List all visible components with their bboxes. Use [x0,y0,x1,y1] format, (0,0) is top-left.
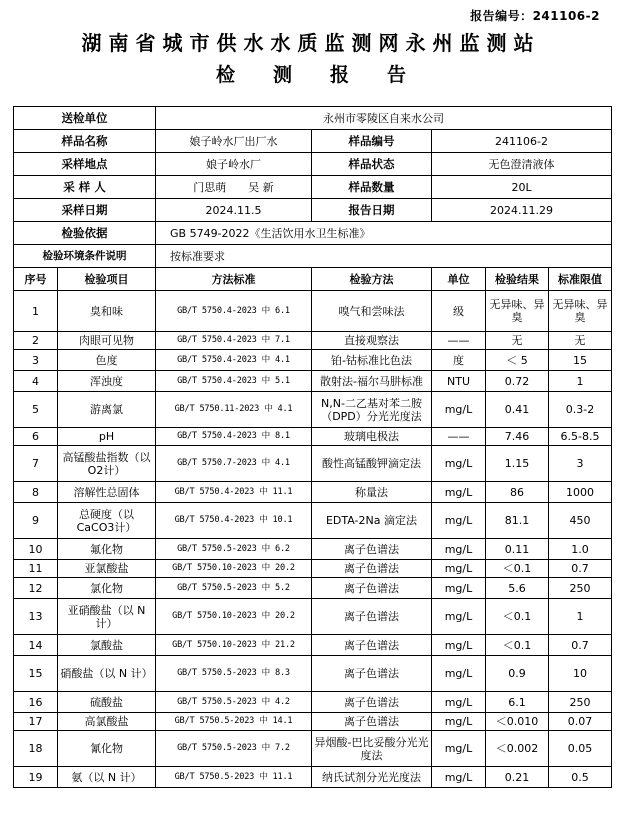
table-row [14,692,612,713]
row-item: 高锰酸盐指数（以 O2计） [58,446,156,482]
send-unit-label: 送检单位 [14,107,156,130]
row-method: 离子色谱法 [312,599,432,635]
row-result: 0.21 [486,767,549,788]
row-unit: 度 [432,350,486,371]
row-no: 15 [14,656,58,692]
row-no: 1 [14,291,58,332]
subtitle-char: 告 [387,64,407,86]
header-item: 检验项目 [58,268,156,291]
qty-label: 样品数量 [312,176,432,199]
row-item: 亚氯酸盐 [58,560,156,578]
table-row [14,350,612,371]
row-limit: 1 [549,599,612,635]
header-standard: 方法标准 [156,268,312,291]
row-item: 总硬度（以 CaCO3计） [58,503,156,539]
row-limit: 1000 [549,482,612,503]
row-no: 18 [14,731,58,767]
row-standard: GB/T 5750.4-2023 中 4.1 [156,350,312,371]
row-result: 1.15 [486,446,549,482]
row-unit: mg/L [432,560,486,578]
row-item: 色度 [58,350,156,371]
row-limit: 250 [549,692,612,713]
header-method: 检验方法 [312,268,432,291]
table-row [14,503,612,539]
row-standard: GB/T 5750.4-2023 中 10.1 [156,503,312,539]
subtitle-char: 测 [272,64,292,86]
row-no: 5 [14,392,58,428]
row-limit: 0.5 [549,767,612,788]
row-no: 9 [14,503,58,539]
table-row [14,392,612,428]
row-item: 溶解性总固体 [58,482,156,503]
table-row [14,635,612,656]
row-result: ＜0.010 [486,713,549,731]
row-standard: GB/T 5750.5-2023 中 8.3 [156,656,312,692]
row-no: 16 [14,692,58,713]
row-unit: mg/L [432,539,486,560]
header-limit: 标准限值 [549,268,612,291]
row-result: 5.6 [486,578,549,599]
row-limit: 250 [549,578,612,599]
row-item: 氰化物 [58,731,156,767]
row-limit: 0.7 [549,560,612,578]
table-row [14,731,612,767]
row-method: 纳氏试剂分光光度法 [312,767,432,788]
state-label: 样品状态 [312,153,432,176]
sample-no-value: 241106-2 [432,130,612,153]
row-method: 离子色谱法 [312,578,432,599]
row-result: ＜0.1 [486,560,549,578]
report-table [13,106,612,788]
row-no: 19 [14,767,58,788]
row-standard: GB/T 5750.4-2023 中 8.1 [156,428,312,446]
row-method: N,N-二乙基对苯二胺（DPD）分光光度法 [312,392,432,428]
row-result: 6.1 [486,692,549,713]
row-result: ＜0.1 [486,599,549,635]
row-limit: 0.3-2 [549,392,612,428]
report-number: 报告编号：241106-2 [470,9,600,23]
basis-label: 检验依据 [14,222,156,245]
row-unit: mg/L [432,713,486,731]
report-subtitle [0,60,622,87]
row-result: 0.9 [486,656,549,692]
row-result: 无 [486,332,549,350]
table-row [14,428,612,446]
row-limit: 无 [549,332,612,350]
row-result: ＜0.1 [486,635,549,656]
row-method: 离子色谱法 [312,713,432,731]
sampler-value: 门思萌 吴 新 [156,176,312,199]
row-limit: 10 [549,656,612,692]
row-method: 嗅气和尝味法 [312,291,432,332]
row-method: 离子色谱法 [312,692,432,713]
row-standard: GB/T 5750.5-2023 中 11.1 [156,767,312,788]
env-label: 检验环境条件说明 [14,245,156,268]
row-unit: NTU [432,371,486,392]
table-row [14,656,612,692]
row-standard: GB/T 5750.4-2023 中 11.1 [156,482,312,503]
row-no: 14 [14,635,58,656]
row-unit: mg/L [432,578,486,599]
row-unit: mg/L [432,392,486,428]
row-result: 7.46 [486,428,549,446]
row-standard: GB/T 5750.10-2023 中 20.2 [156,599,312,635]
report-date-label: 报告日期 [312,199,432,222]
row-standard: GB/T 5750.4-2023 中 7.1 [156,332,312,350]
sampler-label: 采 样 人 [14,176,156,199]
table-row [14,578,612,599]
row-limit: 450 [549,503,612,539]
info-section [14,107,612,291]
row-unit: mg/L [432,767,486,788]
row-standard: GB/T 5750.5-2023 中 7.2 [156,731,312,767]
sampling-date-label: 采样日期 [14,199,156,222]
row-method: 散射法-福尔马肼标准 [312,371,432,392]
row-limit: 0.7 [549,635,612,656]
row-item: 硝酸盐（以 N 计） [58,656,156,692]
row-item: 高氯酸盐 [58,713,156,731]
row-standard: GB/T 5750.5-2023 中 5.2 [156,578,312,599]
table-row [14,539,612,560]
row-method: 玻璃电极法 [312,428,432,446]
report-title: 湖南省城市供水水质监测网永州监测站 [81,31,541,55]
row-limit: 0.07 [549,713,612,731]
row-item: pH [58,428,156,446]
row-unit: mg/L [432,446,486,482]
row-unit: mg/L [432,599,486,635]
row-no: 11 [14,560,58,578]
row-standard: GB/T 5750.5-2023 中 4.2 [156,692,312,713]
table-row [14,371,612,392]
row-limit: 无异味、异臭 [549,291,612,332]
row-limit: 15 [549,350,612,371]
row-result: ＜ 5 [486,350,549,371]
row-no: 13 [14,599,58,635]
row-item: 氯酸盐 [58,635,156,656]
row-item: 硫酸盐 [58,692,156,713]
env-value: 按标准要求 [156,245,612,268]
row-unit: mg/L [432,503,486,539]
row-limit: 3 [549,446,612,482]
row-limit: 1.0 [549,539,612,560]
row-unit: —— [432,428,486,446]
row-method: 离子色谱法 [312,539,432,560]
table-row [14,713,612,731]
row-method: EDTA-2Na 滴定法 [312,503,432,539]
row-result: ＜0.002 [486,731,549,767]
row-method: 称量法 [312,482,432,503]
row-method: 离子色谱法 [312,656,432,692]
row-method: 离子色谱法 [312,635,432,656]
row-standard: GB/T 5750.5-2023 中 14.1 [156,713,312,731]
row-standard: GB/T 5750.4-2023 中 5.1 [156,371,312,392]
header-unit: 单位 [432,268,486,291]
row-no: 17 [14,713,58,731]
row-unit: mg/L [432,482,486,503]
row-item: 游离氯 [58,392,156,428]
row-item: 氯化物 [58,578,156,599]
row-standard: GB/T 5750.11-2023 中 4.1 [156,392,312,428]
row-unit: mg/L [432,731,486,767]
report-date-value: 2024.11.29 [432,199,612,222]
header-no: 序号 [14,268,58,291]
row-unit: mg/L [432,692,486,713]
row-item: 肉眼可见物 [58,332,156,350]
state-value: 无色澄清液体 [432,153,612,176]
row-standard: GB/T 5750.10-2023 中 20.2 [156,560,312,578]
row-method: 直接观察法 [312,332,432,350]
row-no: 2 [14,332,58,350]
sample-no-label: 样品编号 [312,130,432,153]
row-no: 12 [14,578,58,599]
sample-name-value: 娘子岭水厂出厂水 [156,130,312,153]
row-method: 铂-钴标准比色法 [312,350,432,371]
table-row [14,332,612,350]
row-standard: GB/T 5750.10-2023 中 21.2 [156,635,312,656]
row-standard: GB/T 5750.7-2023 中 4.1 [156,446,312,482]
table-row [14,767,612,788]
row-item: 氟化物 [58,539,156,560]
row-method: 异烟酸-巴比妥酸分光光度法 [312,731,432,767]
subtitle-char: 检 [215,64,235,86]
site-label: 采样地点 [14,153,156,176]
row-standard: GB/T 5750.4-2023 中 6.1 [156,291,312,332]
row-unit: mg/L [432,656,486,692]
row-result: 0.41 [486,392,549,428]
row-result: 86 [486,482,549,503]
table-row [14,560,612,578]
row-result: 0.72 [486,371,549,392]
row-no: 10 [14,539,58,560]
row-item: 浑浊度 [58,371,156,392]
basis-value: GB 5749-2022《生活饮用水卫生标准》 [156,222,612,245]
row-no: 8 [14,482,58,503]
row-method: 离子色谱法 [312,560,432,578]
row-result: 0.11 [486,539,549,560]
site-value: 娘子岭水厂 [156,153,312,176]
table-row [14,291,612,332]
row-limit: 1 [549,371,612,392]
row-result: 81.1 [486,503,549,539]
row-no: 3 [14,350,58,371]
row-unit: —— [432,332,486,350]
row-no: 6 [14,428,58,446]
send-unit-value: 永州市零陵区自来水公司 [156,107,612,130]
row-item: 氨（以 N 计） [58,767,156,788]
row-item: 臭和味 [58,291,156,332]
qty-value: 20L [432,176,612,199]
table-row [14,599,612,635]
results-section [14,291,612,788]
sample-name-label: 样品名称 [14,130,156,153]
row-limit: 6.5-8.5 [549,428,612,446]
row-method: 酸性高锰酸钾滴定法 [312,446,432,482]
table-row [14,482,612,503]
row-no: 4 [14,371,58,392]
sampling-date-value: 2024.11.5 [156,199,312,222]
table-row [14,446,612,482]
header-result: 检验结果 [486,268,549,291]
row-no: 7 [14,446,58,482]
row-item: 亚硝酸盐（以 N 计） [58,599,156,635]
row-result: 无异味、异臭 [486,291,549,332]
subtitle-char: 报 [330,64,350,86]
row-unit: 级 [432,291,486,332]
row-unit: mg/L [432,635,486,656]
row-standard: GB/T 5750.5-2023 中 6.2 [156,539,312,560]
row-limit: 0.05 [549,731,612,767]
